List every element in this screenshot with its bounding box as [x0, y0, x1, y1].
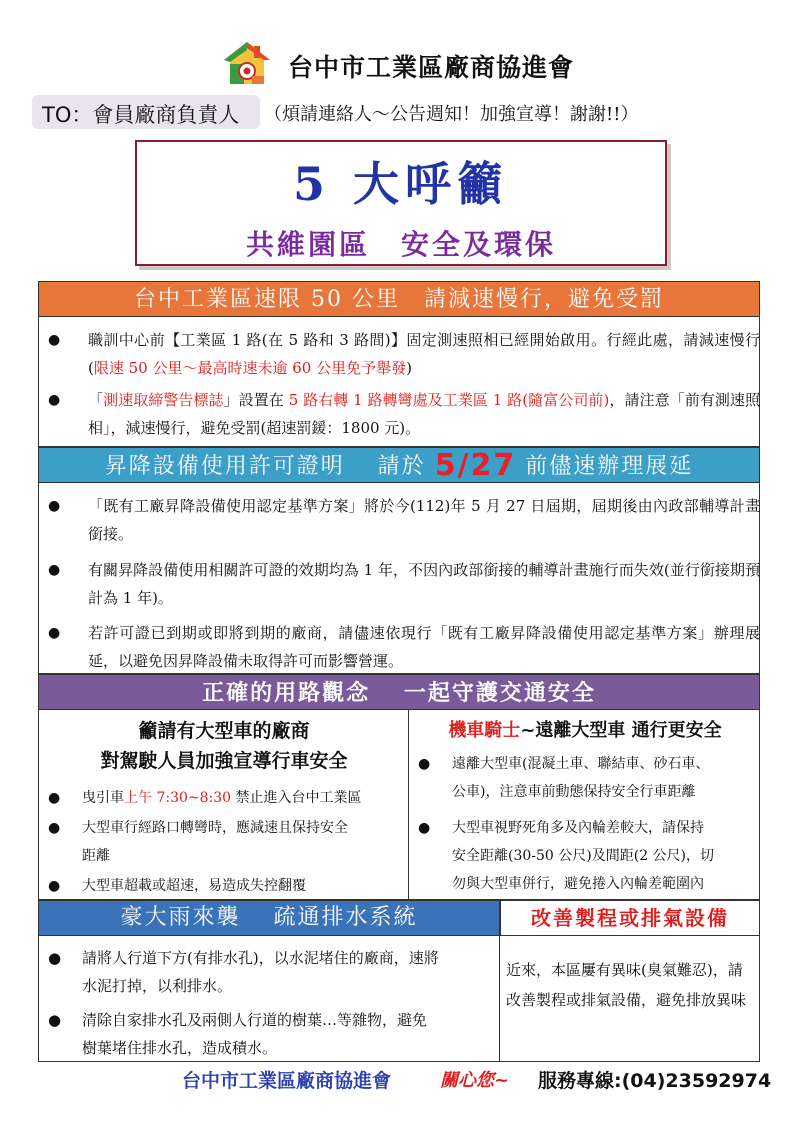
item-text: 若許可證已到期或即將到期的廠商，請儘速依現行「既有工廠昇降設備使用認定基準方案」辦理展延，以避免因昇降設備未取得許可而影響營運。 — [88, 624, 760, 670]
bullet-icon: ● — [418, 820, 431, 836]
item-text: 大型車超載或超速，易造成失控翻覆 — [82, 878, 306, 894]
item-highlight: 測速取締警告標誌 — [103, 391, 224, 409]
recipient-note: （煩請連絡人～公告週知！加強宣導！謝謝!!） — [264, 104, 639, 125]
large-vehicle-subheading: 對駕駛人員加強宣導行車安全 — [100, 750, 348, 772]
bullet-icon: ● — [48, 392, 61, 408]
list-item — [48, 619, 760, 675]
bullet-icon: ● — [48, 1011, 62, 1029]
item-text: 距離 — [82, 848, 110, 864]
bullet-icon: ● — [48, 878, 61, 894]
list-item — [48, 386, 760, 442]
list-item — [48, 814, 404, 870]
item-text: 請將人行道下方(有排水孔)，以水泥堵住的廠商，速將 — [82, 949, 439, 967]
bullet-icon: ● — [48, 332, 61, 348]
item-text: 安全距離(30-50 公尺)及間距(2 公尺)，切 — [452, 848, 715, 864]
item-text: 大型車行經路口轉彎時，應減速且保持安全 — [82, 820, 348, 836]
item-text: 「 — [88, 391, 104, 409]
bullet-icon: ● — [48, 625, 61, 641]
item-text: 職訓中心前【工業區 1 路(在 5 路和 3 路間)】固定測速照相已經開始啟用。行經此處，請減速慢行( — [88, 331, 760, 377]
section-speed-limit-heading: 台中工業區速限 50 公里 請減速慢行，避免受罰 — [38, 281, 760, 317]
item-text: 公車)，注意車前動態保持安全行車距離 — [452, 784, 696, 800]
list-item — [418, 814, 758, 898]
item-highlight: 上午 7:30~8:30 — [124, 790, 232, 806]
heading-text: ~遠離大型車 通行更安全 — [520, 720, 722, 741]
deadline-date: 5/27 — [434, 448, 517, 483]
column-divider — [408, 710, 409, 900]
list-item — [48, 784, 404, 812]
bullet-icon: ● — [48, 820, 61, 836]
large-vehicle-heading: 籲請有大型車的廠商 — [138, 720, 310, 742]
section-emission-heading: 改善製程或排氣設備 — [500, 900, 760, 936]
footer-service-line: 服務專線:(04)23592974 — [538, 1070, 772, 1092]
bullet-icon: ● — [48, 498, 61, 514]
item-text: 禁止進入台中工業區 — [231, 790, 362, 806]
bullet-icon: ● — [48, 562, 61, 578]
item-text: 勿與大型車併行，避免捲入內輪差範圍內 — [452, 876, 704, 892]
org-logo — [220, 38, 274, 88]
recipient-label: TO：會員廠商負責人 — [42, 103, 240, 127]
section-traffic-safety-heading: 正確的用路觀念 一起守護交通安全 — [38, 674, 760, 710]
item-text: 清除自家排水孔及兩側人行道的樹葉…等雜物，避免 — [82, 1011, 428, 1029]
item-text: 遠離大型車(混凝土車、聯結車、砂石車、 — [452, 756, 710, 772]
list-item — [48, 1006, 494, 1062]
heading-text: 昇降設備使用許可證明 請於 — [104, 454, 426, 479]
item-text: ，請注意「前有測速照相」，減速慢行，避免受罰(超速罰鍰：1800 元)。 — [88, 391, 760, 437]
sub-title: 共維園區 安全及環保 — [245, 228, 556, 261]
item-text: 樹葉堵住排水孔，造成積水。 — [82, 1039, 278, 1057]
bullet-icon: ● — [418, 756, 431, 772]
motorcycle-heading — [410, 716, 760, 742]
section-elevator-permit-heading — [38, 447, 760, 483]
list-item — [48, 556, 760, 612]
item-text: 曳引車 — [82, 790, 124, 806]
heading-text: 前儘速辦理展延 — [525, 454, 694, 479]
main-title: 5 大呼籲 — [292, 157, 510, 211]
bullet-icon: ● — [48, 949, 62, 967]
item-text: 「既有工廠昇降設備使用認定基準方案」將於今(112)年 5 月 27 日屆期，屆期後由內政部輔導計畫銜接。 — [88, 497, 760, 543]
heading-highlight: 機車騎士 — [448, 720, 521, 741]
list-item — [48, 326, 760, 382]
item-highlight: 5 路右轉 1 路轉彎處及工業區 1 路(隨富公司前) — [288, 391, 610, 409]
item-text: 水泥打掉，以利排水。 — [82, 977, 233, 995]
list-item — [48, 872, 404, 900]
footer-org-name: 台中市工業區廠商協進會 — [182, 1070, 392, 1092]
list-item — [48, 944, 494, 1000]
bullet-icon: ● — [48, 790, 61, 806]
footer-care-text: 關心您~ — [440, 1070, 510, 1091]
item-highlight: 限速 50 公里～最高時速未逾 60 公里免予舉發 — [93, 359, 407, 377]
item-text: ) — [406, 359, 412, 377]
item-text: 大型車視野死角多及內輪差較大，請保持 — [452, 820, 704, 836]
org-title: 台中市工業區廠商協進會 — [288, 53, 575, 82]
list-item — [48, 492, 760, 548]
item-text: 」設置在 — [223, 391, 289, 409]
list-item — [418, 750, 758, 806]
section-drainage-heading: 豪大雨來襲 疏通排水系統 — [38, 900, 500, 936]
emission-text: 近來，本區屢有異味(臭氣難忍)，請改善製程或排氣設備，避免排放異味 — [506, 961, 747, 1009]
item-text: 有關昇降設備使用相關許可證的效期均為 1 年，不因內政部銜接的輔導計畫施行而失效(並行銜接期預計為 1 年)。 — [88, 561, 760, 607]
